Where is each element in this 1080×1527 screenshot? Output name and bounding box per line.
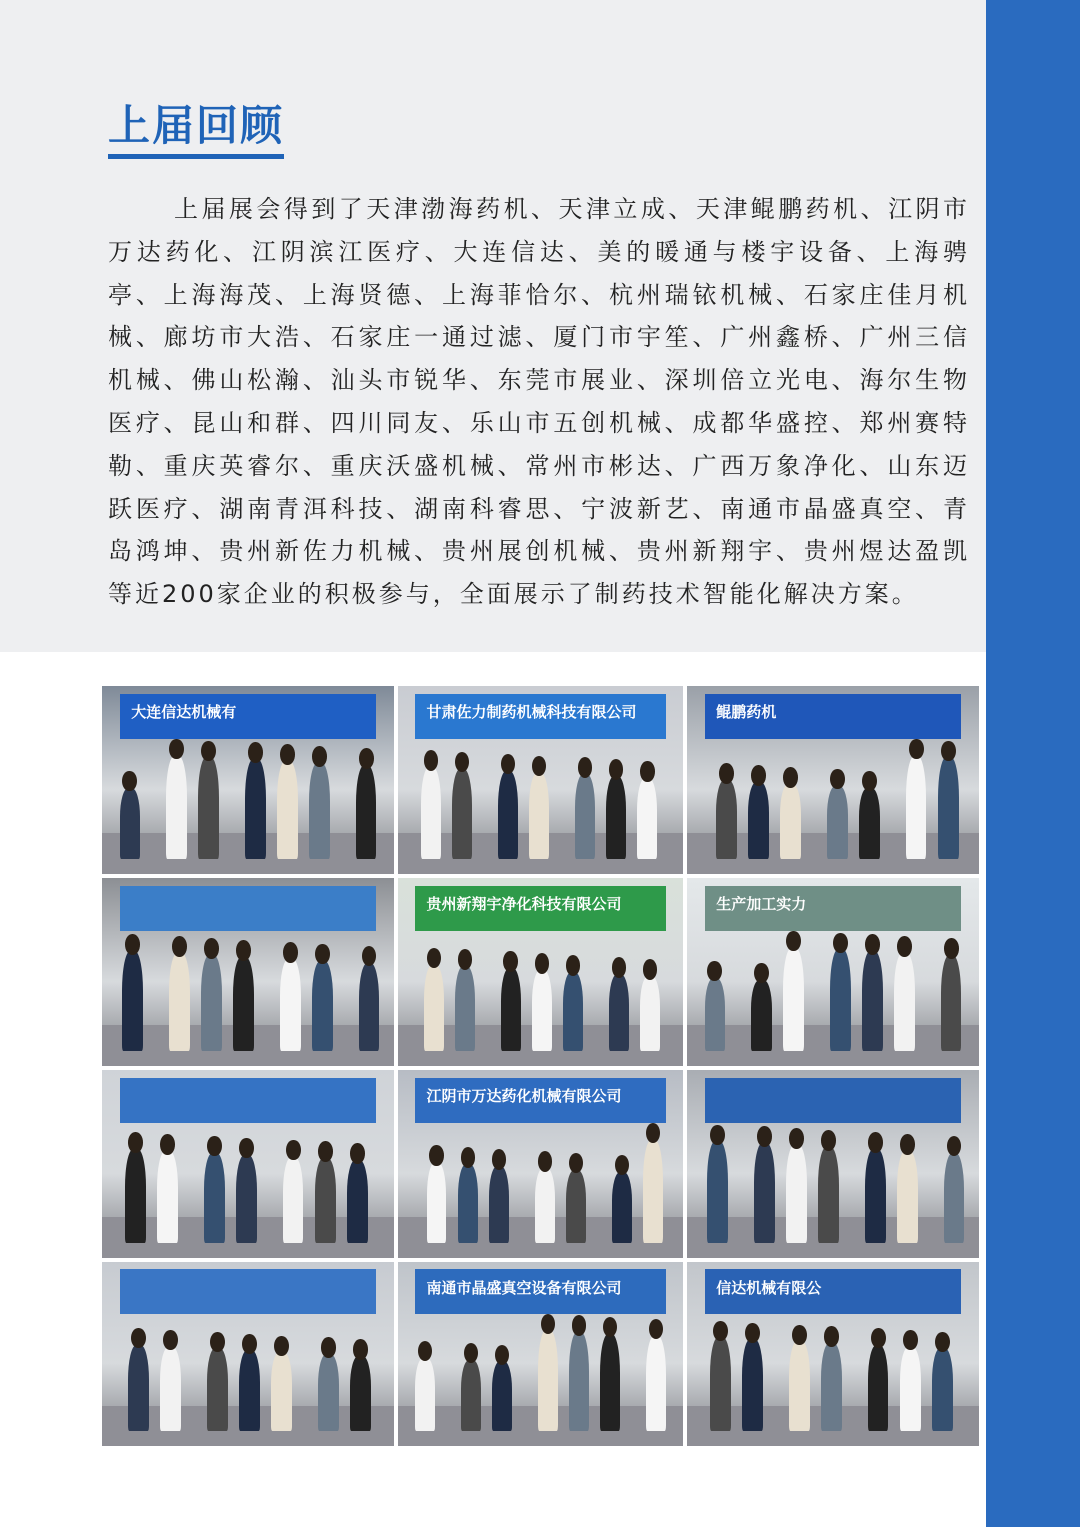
visitor-head [640,761,654,782]
visitor-figure [492,1361,512,1431]
visitor-figure [277,761,297,859]
visitor-figure [566,1170,586,1243]
visitor-figure [640,976,660,1051]
booth-sign-text: 贵州新翔宇净化科技有限公司 [426,895,622,914]
visitor-head [830,769,845,790]
visitor-figure [643,1140,663,1243]
exhibition-photo [398,686,683,874]
booth-banner [120,1078,377,1123]
visitor-head [248,742,263,763]
visitor-head [615,1155,629,1176]
exhibition-photo [398,878,683,1066]
visitor-head [941,741,956,762]
visitor-figure [458,1164,478,1243]
visitor-head [427,948,441,969]
visitor-figure [906,756,926,859]
visitor-head [783,767,798,788]
visitor-head [495,1345,509,1365]
visitor-figure [535,1168,555,1243]
exhibition-photo [687,878,979,1066]
visitor-head [612,957,626,978]
visitor-figure [783,948,803,1051]
booth-sign-text: 信达机械有限公 [716,1278,822,1297]
visitor-head [833,933,848,954]
visitor-head [207,1136,222,1157]
visitor-figure [489,1166,509,1243]
visitor-figure [236,1155,256,1243]
visitor-head [824,1326,839,1346]
visitor-head [643,959,657,980]
visitor-figure [415,1358,435,1432]
visitor-figure [532,970,552,1051]
booth-sign-text: 鲲鹏药机 [716,703,777,722]
visitor-head [201,741,216,762]
visitor-figure [309,763,329,859]
visitor-head [429,1145,443,1166]
visitor-head [710,1125,725,1146]
visitor-figure [742,1339,762,1431]
visitor-head [236,940,251,961]
visitor-figure [600,1334,620,1432]
visitor-head [935,1332,950,1352]
visitor-head [458,949,472,970]
visitor-figure [818,1147,838,1243]
section-title: 上届回顾 [108,101,285,150]
visitor-head [541,1314,555,1334]
visitor-figure [900,1347,920,1432]
visitor-head [321,1337,336,1357]
visitor-head [283,942,298,963]
visitor-figure [780,784,800,859]
visitor-figure [455,966,475,1051]
visitor-head [163,1330,178,1350]
visitor-figure [427,1162,447,1243]
visitor-figure [941,955,961,1051]
visitor-figure [125,1149,145,1243]
visitor-figure [529,773,549,859]
visitor-head [204,938,219,959]
visitor-figure [239,1350,259,1431]
visitor-figure [575,774,595,859]
visitor-figure [868,1345,888,1431]
visitor-head [871,1328,886,1348]
visitor-figure [198,757,218,859]
visitor-figure [169,953,189,1051]
visitor-figure [359,963,379,1051]
visitor-head [503,951,517,972]
booth-banner [120,886,377,931]
visitor-head [538,1151,552,1172]
visitor-head [792,1325,807,1345]
visitor-figure [716,780,736,859]
visitor-figure [821,1343,841,1431]
booth-sign-text: 江阴市万达药化机械有限公司 [426,1087,622,1106]
visitor-figure [461,1360,481,1432]
visitor-head [492,1149,506,1170]
visitor-head [786,931,801,952]
visitor-head [754,963,769,984]
visitor-head [757,1126,772,1147]
exhibition-photo-grid [102,686,979,1446]
exhibition-photo [102,1262,394,1446]
visitor-head [501,754,515,775]
visitor-figure [122,951,142,1051]
visitor-head [131,1328,146,1348]
visitor-head [464,1343,478,1363]
visitor-figure [312,961,332,1051]
visitor-head [713,1321,728,1341]
visitor-figure [283,1157,303,1243]
visitor-figure [859,788,879,859]
visitor-figure [160,1347,180,1432]
visitor-figure [865,1149,885,1243]
exhibition-photo [687,686,979,874]
visitor-figure [786,1145,806,1243]
visitor-head [897,936,912,957]
visitor-head [424,750,438,771]
visitor-figure [452,769,472,859]
visitor-figure [748,782,768,859]
visitor-figure [271,1352,291,1431]
booth-banner [120,1269,377,1313]
visitor-head [160,1134,175,1155]
visitor-figure [563,972,583,1051]
visitor-figure [356,765,376,859]
visitor-figure [233,957,253,1051]
visitor-head [535,953,549,974]
visitor-head [315,944,330,965]
section-body: 上届展会得到了天津渤海药机、天津立成、天津鲲鹏药机、江阴市万达药化、江阴滨江医疗、大连信达、美的暖通与楼宇设备、上海骋亭、上海海茂、上海贤德、上海菲恰尔、杭州瑞铱机械、石家庄佳月机械、廊坊市大浩、石家庄一通过滤、厦门市宇笙、广州鑫桥、广州三信机械、佛山松瀚、汕头市锐华、东莞市展业、深圳倍立光电、海尔生物医疗、昆山和群、四川同友、乐山市五创机械、成都华盛控、郑州赛特勒、重庆英睿尔、重庆沃盛机械、常州市彬达、广西万象净化、山东迈跃医疗、湖南青洱科技、湖南科睿思、宁波新艺、南通市晶盛真空、青岛鸿坤、贵州新佐力机械、贵州展创机械、贵州新翔宇、贵州煜达盈凯等近200家企业的积极参与，全面展示了制药技术智能化解决方案。 [108,195,970,609]
visitor-head [312,746,327,767]
visitor-figure [932,1348,952,1431]
visitor-figure [944,1153,964,1243]
visitor-figure [128,1345,148,1431]
visitor-figure [897,1151,917,1243]
visitor-figure [538,1330,558,1431]
visitor-head [239,1138,254,1159]
visitor-figure [754,1143,774,1243]
visitor-figure [705,978,725,1051]
visitor-head [865,934,880,955]
exhibition-photo [102,1070,394,1258]
visitor-head [719,763,734,784]
visitor-figure [166,756,186,859]
exhibition-photo [102,878,394,1066]
visitor-figure [315,1158,335,1243]
visitor-head [318,1141,333,1162]
visitor-figure [827,786,847,859]
visitor-head [286,1140,301,1161]
visitor-figure [498,771,518,859]
visitor-head [821,1130,836,1151]
visitor-head [909,739,924,760]
visitor-figure [751,980,771,1051]
visitor-head [868,1132,883,1153]
exhibition-photo [102,686,394,874]
visitor-head [572,1315,586,1335]
visitor-head [280,744,295,765]
exhibition-photo [398,1262,683,1446]
visitor-head [789,1128,804,1149]
visitor-head [862,771,877,792]
visitor-head [359,748,374,769]
visitor-figure [609,974,629,1051]
booth-sign-text: 生产加工实力 [716,895,807,914]
visitor-figure [280,959,300,1051]
visitor-figure [606,776,626,859]
booth-sign-text: 大连信达机械有 [131,703,237,722]
visitor-figure [318,1354,338,1431]
visitor-figure [207,1348,227,1431]
visitor-figure [245,759,265,859]
visitor-figure [830,949,850,1051]
visitor-figure [707,1141,727,1243]
visitor-figure [612,1172,632,1243]
visitor-figure [120,788,140,859]
visitor-head [122,771,137,792]
visitor-figure [710,1337,730,1431]
visitor-head [169,739,184,760]
visitor-figure [569,1332,589,1431]
visitor-head [353,1339,368,1359]
visitor-figure [201,955,221,1051]
side-color-strip [986,0,1080,1527]
visitor-figure [421,767,441,859]
visitor-head [172,936,187,957]
visitor-head [125,934,140,955]
visitor-head [944,938,959,959]
visitor-head [274,1336,289,1356]
visitor-figure [347,1160,367,1243]
booth-sign-text: 南通市晶盛真空设备有限公司 [426,1278,622,1297]
visitor-figure [938,757,958,859]
visitor-figure [789,1341,809,1431]
visitor-head [350,1143,365,1164]
visitor-figure [637,778,657,859]
exhibition-photo [687,1262,979,1446]
visitor-head [745,1323,760,1343]
visitor-head [242,1334,257,1354]
exhibition-photo [687,1070,979,1258]
visitor-figure [424,965,444,1051]
visitor-head [461,1147,475,1168]
exhibition-photo [398,1070,683,1258]
visitor-head [903,1330,918,1350]
visitor-figure [350,1356,370,1431]
visitor-head [609,759,623,780]
visitor-figure [501,968,521,1051]
visitor-figure [894,953,914,1051]
title-underline [108,154,284,159]
visitor-head [751,765,766,786]
visitor-head [210,1332,225,1352]
booth-sign-text: 甘肃佐力制药机械科技有限公司 [426,703,637,722]
visitor-figure [862,951,882,1051]
booth-banner [705,1078,962,1123]
visitor-figure [157,1151,177,1243]
visitor-figure [646,1336,666,1432]
visitor-head [128,1132,143,1153]
visitor-head [578,757,592,778]
visitor-head [900,1134,915,1155]
visitor-figure [204,1153,224,1243]
